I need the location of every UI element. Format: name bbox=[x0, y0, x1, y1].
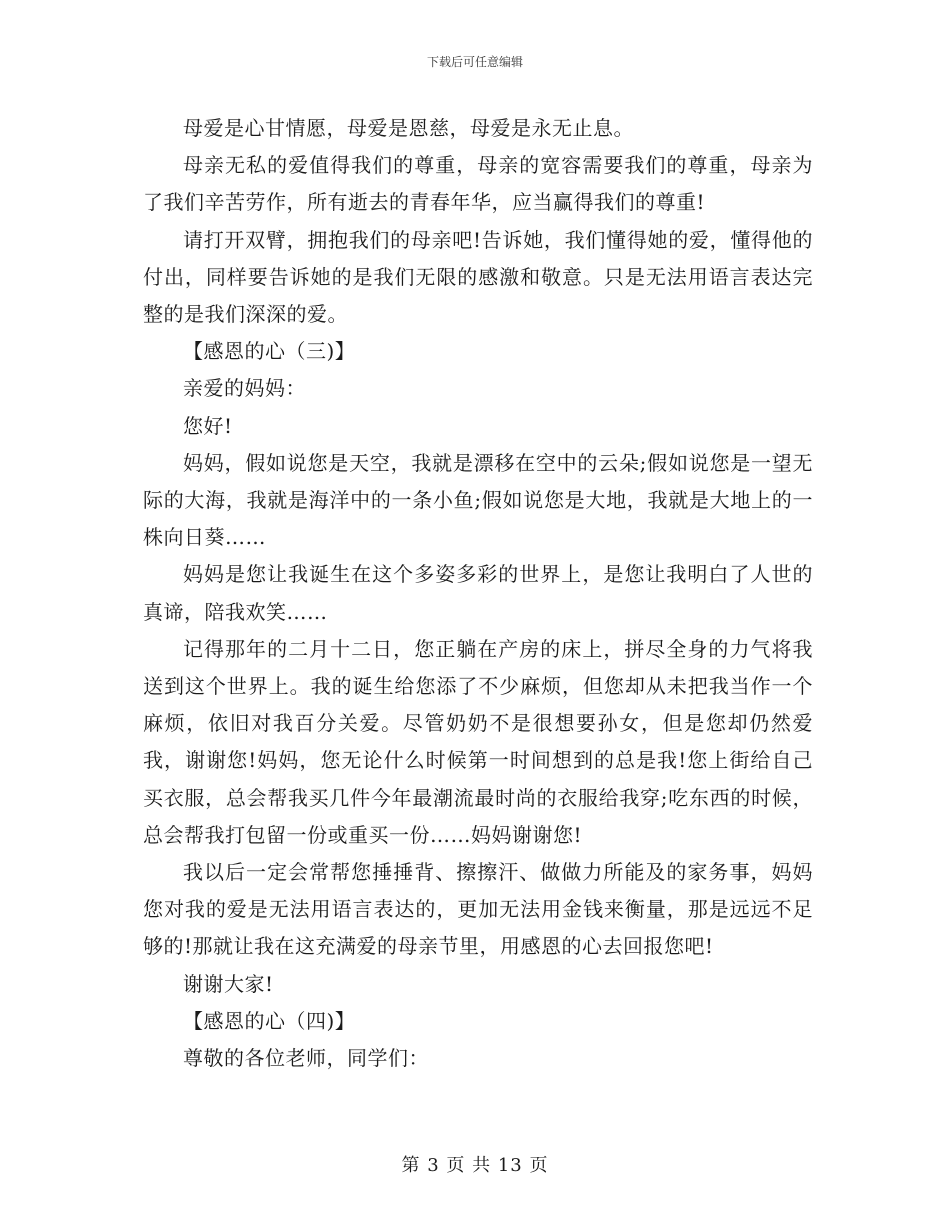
salutation: 亲爱的妈妈： bbox=[183, 376, 306, 401]
section-heading: 【感恩的心（三)】 bbox=[183, 339, 356, 364]
paragraph: 母亲无私的爱值得我们的尊重，母亲的宽容需要我们的尊重，母亲为了我们辛苦劳作，所有逝去的青春年华，应当赢得我们的尊重! bbox=[143, 153, 813, 215]
paragraph: 母爱是心甘情愿，母爱是恩慈，母爱是永无止息。 bbox=[183, 116, 634, 140]
section-heading: 【感恩的心（四)】 bbox=[183, 1008, 356, 1033]
paragraph: 我以后一定会常帮您捶捶背、擦擦汗、做做力所能及的家务事，妈妈您对我的爱是无法用语言表达的，更加无法用金钱来衡量，那是远远不足够的!那就让我在这充满爱的母亲节里，用感恩的心去回报您吧! bbox=[143, 860, 813, 959]
paragraph: 请打开双臂，拥抱我们的母亲吧!告诉她，我们懂得她的爱，懂得他的付出，同样要告诉她的是我们无限的感激和敬意。只是无法用语言表达完整的是我们深深的爱。 bbox=[143, 227, 813, 327]
closing: 谢谢大家! bbox=[183, 971, 274, 996]
paragraph: 记得那年的二月十二日，您正躺在产房的床上，拼尽全身的力气将我送到这个世界上。我的诞生给您添了不少麻烦，但您却从未把我当作一个麻烦，依旧对我百分关爱。尽管奶奶不是很想要孙女，但是您却仍然爱我，谢谢您!妈妈，您无论什么时候第一时间想到的总是我!您上街给自己买衣服，总会帮我买几件今年最潮流最时尚的衣服给我穿;吃东西的时候，总会帮我打包留一份或重买一份……妈妈谢谢您! bbox=[143, 636, 813, 847]
greeting: 您好! bbox=[183, 413, 233, 438]
document-body bbox=[143, 110, 813, 1077]
page-number: 第 3 页 共 13 页 bbox=[401, 1155, 549, 1176]
salutation: 尊敬的各位老师，同学们： bbox=[183, 1046, 429, 1071]
paragraph: 妈妈是您让我诞生在这个多姿多彩的世界上，是您让我明白了人世的真谛，陪我欢笑…… bbox=[143, 562, 813, 624]
page-header-note: 下载后可任意编辑 bbox=[426, 55, 523, 69]
paragraph: 妈妈，假如说您是天空，我就是漂移在空中的云朵;假如说您是一望无际的大海，我就是海洋中的一条小鱼;假如说您是大地，我就是大地上的一株向日葵…… bbox=[143, 450, 813, 550]
